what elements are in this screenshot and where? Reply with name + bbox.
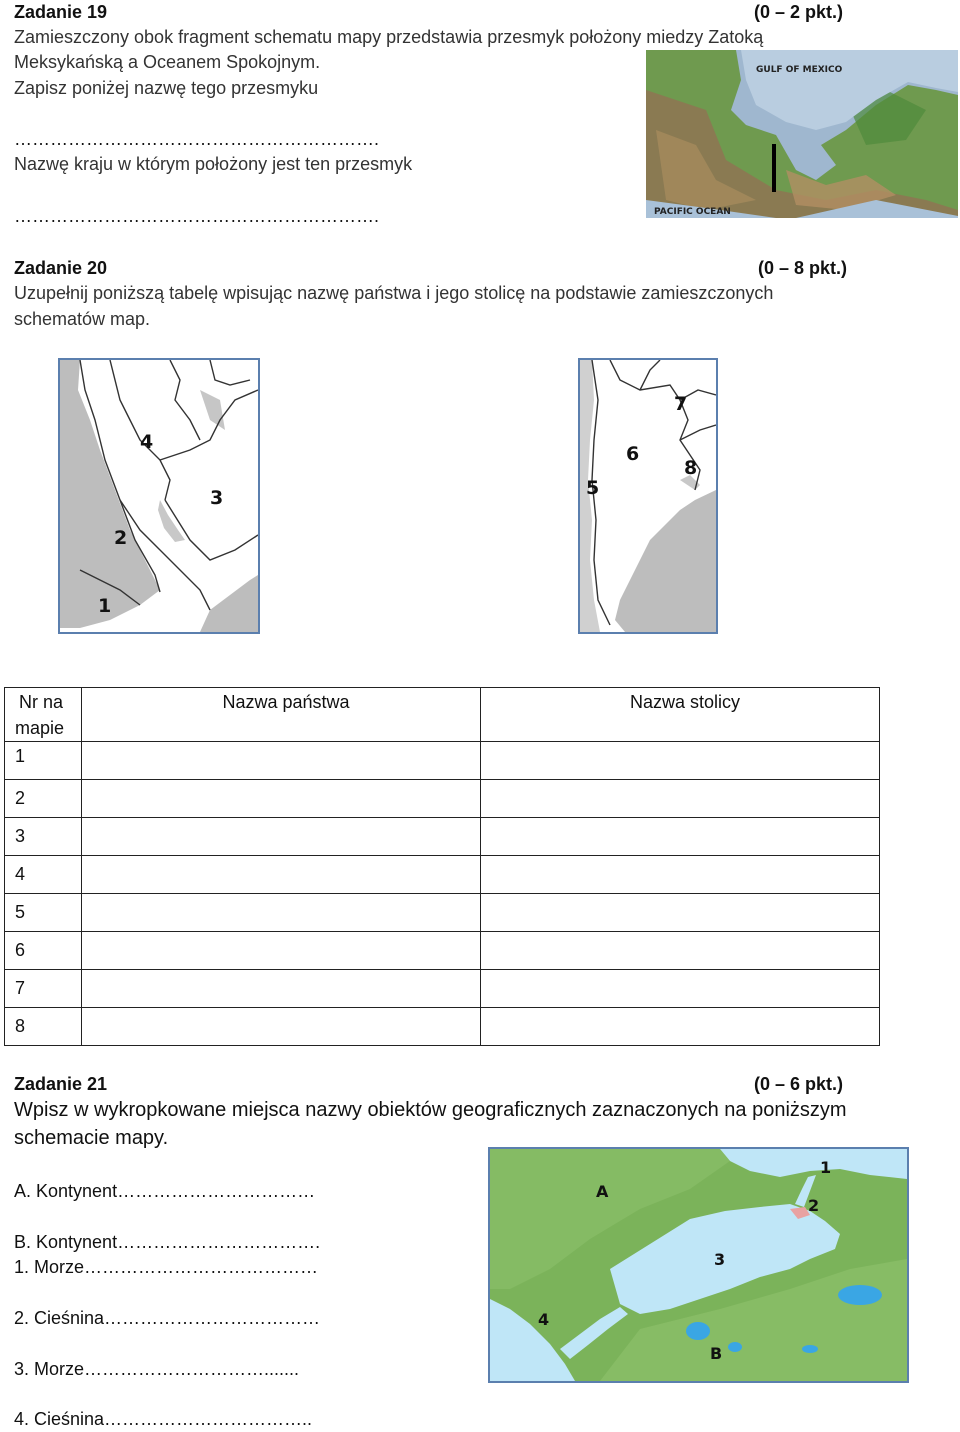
gulf-of-mexico-label: GULF OF MEXICO [756, 65, 843, 75]
map3-label-a: A [596, 1182, 609, 1201]
map2-number-7: 7 [674, 393, 688, 415]
table-row [5, 970, 880, 1008]
map1-number-1: 1 [98, 595, 112, 617]
row-number: 2 [5, 780, 82, 818]
table-row [5, 780, 880, 818]
map2-number-8: 8 [684, 457, 698, 479]
table-row [5, 742, 880, 780]
row-number: 8 [5, 1008, 82, 1046]
answer-item-1[interactable]: 1. Morze………………………………… [14, 1257, 319, 1277]
capital-cell[interactable] [481, 970, 880, 1008]
row-number: 1 [5, 742, 82, 780]
capital-cell[interactable] [481, 818, 880, 856]
task20-text-line2: schematów map. [14, 309, 151, 329]
answer-item-a[interactable]: A. Kontynent…………………………… [14, 1181, 316, 1201]
task19-text-line1: Zamieszczony obok fragment schematu mapy przedstawia przesmyk położony miedzy Zatoką [14, 27, 764, 47]
capital-cell[interactable] [481, 856, 880, 894]
map2-number-5: 5 [586, 477, 600, 499]
country-cell[interactable] [82, 742, 481, 780]
task20-text-line1: Uzupełnij poniższą tabelę wpisując nazwę państwa i jego stolicę na podstawie zamieszczonych [14, 283, 774, 303]
task19-answer-blank-2[interactable]: ……………………………………………………. [14, 206, 380, 226]
task21-text-line2: schemacie mapy. [14, 1127, 169, 1149]
answer-item-4[interactable]: 4. Cieśnina…………………………….. [14, 1409, 313, 1429]
table-row [5, 932, 880, 970]
task19-points: (0 – 2 pkt.) [754, 2, 844, 22]
south-america-outline-map [578, 358, 718, 634]
country-cell[interactable] [82, 856, 481, 894]
capital-cell[interactable] [481, 894, 880, 932]
country-cell[interactable] [82, 818, 481, 856]
column-header-map-number: Nr na mapie [5, 688, 82, 742]
task20-points: (0 – 8 pkt.) [758, 258, 848, 278]
task21-points: (0 – 6 pkt.) [754, 1074, 844, 1094]
task19-text-line4: Nazwę kraju w którym położony jest ten przesmyk [14, 154, 413, 174]
map3-label-4: 4 [538, 1310, 550, 1329]
row-number: 5 [5, 894, 82, 932]
map3-label-3: 3 [714, 1250, 726, 1269]
row-number: 3 [5, 818, 82, 856]
task21-title: Zadanie 21 [14, 1074, 108, 1094]
table-row [5, 818, 880, 856]
map1-number-3: 3 [210, 487, 224, 509]
task21-text-line1: Wpisz w wykropkowane miejsca nazwy obiektów geograficznych zaznaczonych na poniższym [14, 1099, 847, 1121]
capital-cell[interactable] [481, 1008, 880, 1046]
country-cell[interactable] [82, 970, 481, 1008]
map3-label-2: 2 [808, 1196, 820, 1215]
answer-item-b[interactable]: B. Kontynent……………………………. [14, 1232, 321, 1252]
capital-cell[interactable] [481, 932, 880, 970]
map2-number-6: 6 [626, 443, 640, 465]
map3-label-b: B [710, 1344, 723, 1363]
table-row [5, 1008, 880, 1046]
table-row [5, 856, 880, 894]
task19-text-line3: Zapisz poniżej nazwę tego przesmyku [14, 78, 319, 98]
task19-text-line2: Meksykańską a Oceanem Spokojnym. [14, 52, 321, 72]
answers-table [4, 687, 880, 1046]
capital-cell[interactable] [481, 742, 880, 780]
capital-cell[interactable] [481, 780, 880, 818]
marmara-region-map [488, 1147, 909, 1383]
column-header-capital: Nazwa stolicy [481, 688, 880, 742]
table-row [5, 894, 880, 932]
country-cell[interactable] [82, 780, 481, 818]
task20-title: Zadanie 20 [14, 258, 108, 278]
task19-answer-blank-1[interactable]: ……………………………………………………. [14, 129, 380, 149]
map1-number-2: 2 [114, 527, 128, 549]
column-header-country: Nazwa państwa [82, 688, 481, 742]
map3-label-1: 1 [820, 1158, 832, 1177]
table-header-row [5, 688, 880, 742]
map1-number-4: 4 [140, 431, 154, 453]
answer-item-3[interactable]: 3. Morze…………………………....... [14, 1359, 300, 1379]
country-cell[interactable] [82, 1008, 481, 1046]
row-number: 4 [5, 856, 82, 894]
row-number: 7 [5, 970, 82, 1008]
answer-item-2[interactable]: 2. Cieśnina……………………………… [14, 1308, 321, 1328]
isthmus-map [646, 50, 958, 218]
country-cell[interactable] [82, 894, 481, 932]
country-cell[interactable] [82, 932, 481, 970]
row-number: 6 [5, 932, 82, 970]
task19-title: Zadanie 19 [14, 2, 108, 22]
arabia-outline-map [58, 358, 260, 634]
pacific-ocean-label: PACIFIC OCEAN [654, 207, 731, 217]
